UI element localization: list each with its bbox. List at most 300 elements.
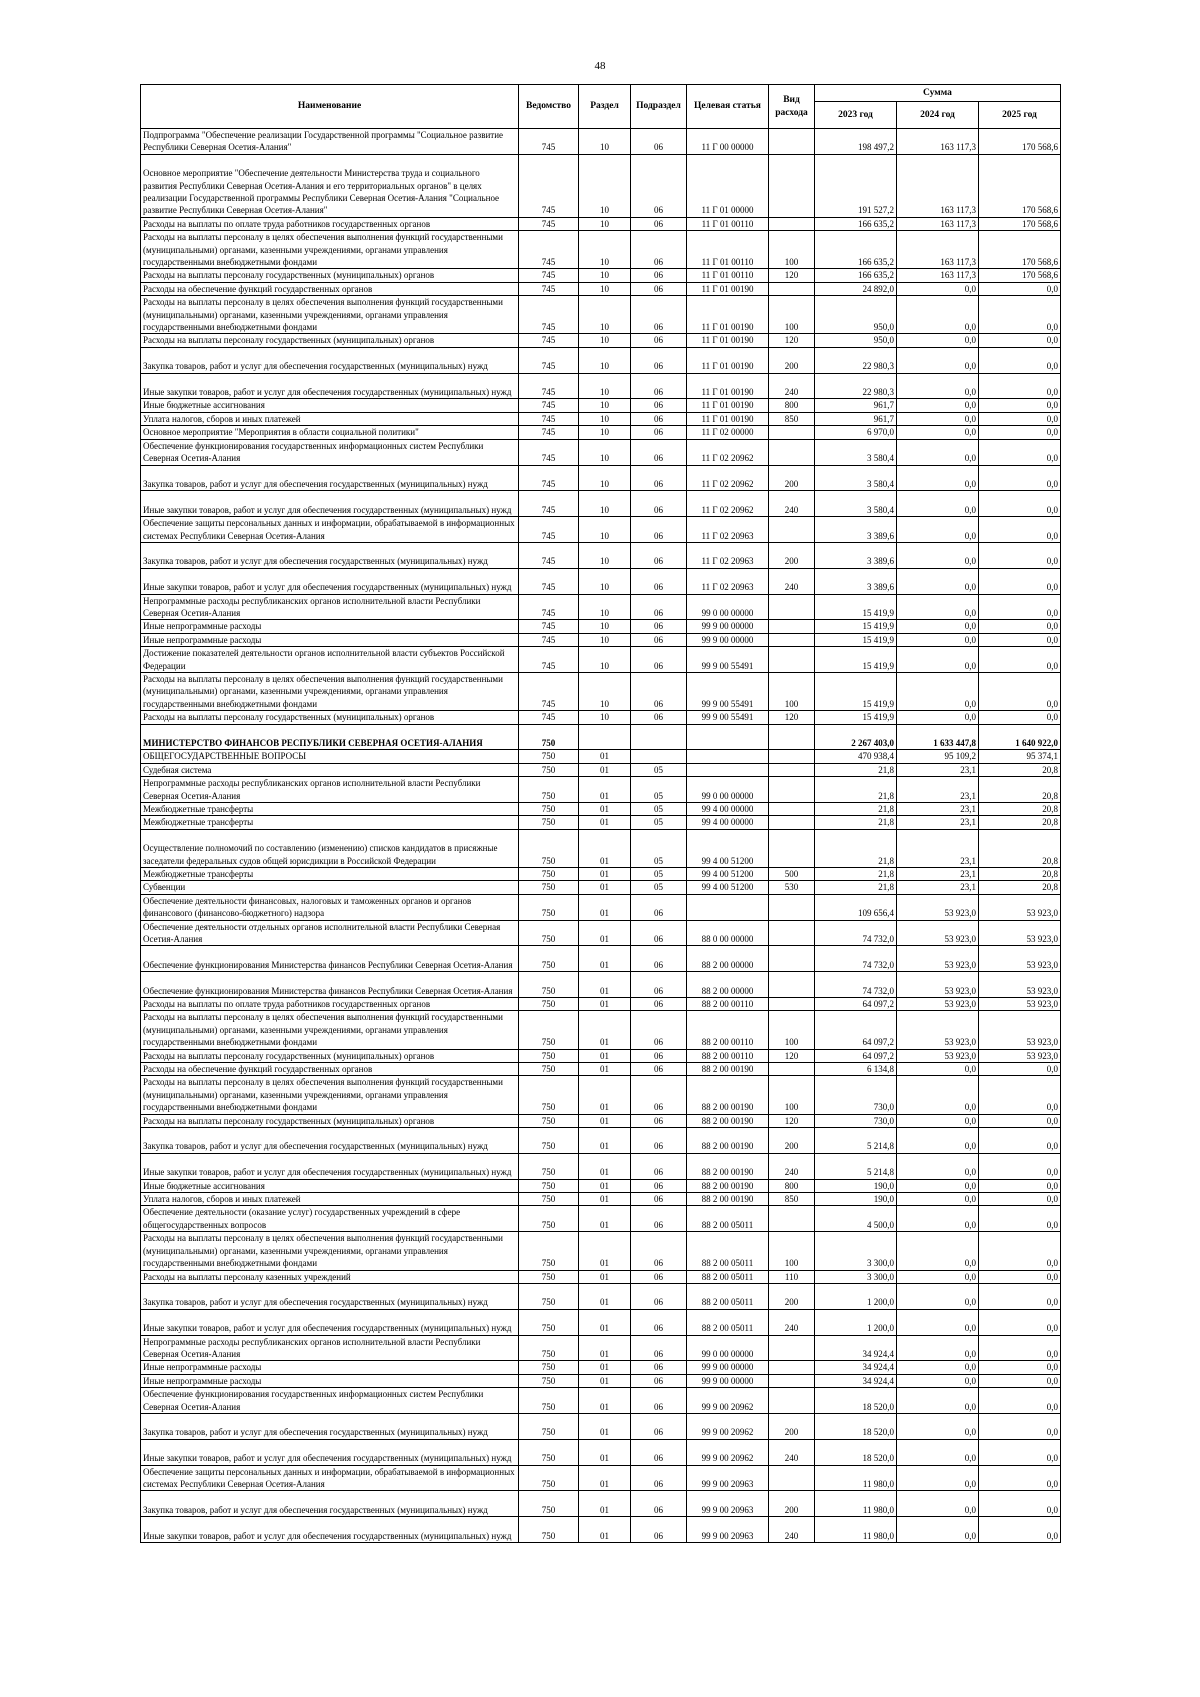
cell-target: 99 9 00 20962	[687, 1388, 769, 1414]
cell-subsection: 06	[631, 920, 687, 946]
cell-2023: 18 520,0	[815, 1413, 897, 1439]
table-row	[141, 1011, 1061, 1049]
cell-2023: 1 200,0	[815, 1283, 897, 1309]
cell-2025: 0,0	[979, 542, 1061, 568]
cell-2024: 53 923,0	[897, 1011, 979, 1049]
table-row	[141, 1128, 1061, 1154]
cell-section: 10	[579, 620, 631, 633]
cell-section: 10	[579, 568, 631, 594]
table-row	[141, 867, 1061, 880]
table-row	[141, 711, 1061, 724]
cell-name: Межбюджетные трансферты	[141, 802, 519, 815]
cell-subsection: 06	[631, 946, 687, 972]
cell-exp-type: 800	[769, 399, 815, 412]
cell-2023: 4 500,0	[815, 1206, 897, 1232]
cell-dept: 750	[519, 816, 579, 829]
cell-name: Расходы на выплаты персоналу в целях обеспечения выполнения функций государственными (муниципальными) органами, казенными учреждениями, органами управления государственными внебюджетными фондами	[141, 1076, 519, 1114]
cell-subsection: 06	[631, 1206, 687, 1232]
table-header	[141, 85, 1061, 129]
cell-target: 88 2 00 05011	[687, 1309, 769, 1335]
cell-name: Расходы на выплаты по оплате труда работников государственных органов	[141, 998, 519, 1011]
cell-exp-type	[769, 426, 815, 439]
cell-2025: 0,0	[979, 1491, 1061, 1517]
cell-subsection: 06	[631, 1128, 687, 1154]
cell-2025: 0,0	[979, 1076, 1061, 1114]
cell-name: Расходы на выплаты персоналу государственных (муниципальных) органов	[141, 711, 519, 724]
cell-name: Обеспечение защиты персональных данных и информации, обрабатываемой в информационных системах Республики Северная Осетия-Алания	[141, 1465, 519, 1491]
cell-2024: 0,0	[897, 1439, 979, 1465]
cell-2024: 0,0	[897, 517, 979, 543]
cell-section: 10	[579, 269, 631, 282]
table-row	[141, 1439, 1061, 1465]
cell-2025: 53 923,0	[979, 998, 1061, 1011]
cell-2023: 3 389,6	[815, 568, 897, 594]
cell-2024: 53 923,0	[897, 894, 979, 920]
cell-2024: 0,0	[897, 1388, 979, 1414]
cell-target: 88 2 00 00190	[687, 1179, 769, 1192]
cell-2025: 0,0	[979, 491, 1061, 517]
cell-subsection: 06	[631, 517, 687, 543]
table-row	[141, 672, 1061, 710]
cell-2024: 0,0	[897, 1063, 979, 1076]
cell-section: 10	[579, 129, 631, 155]
header-exp-type: Вид расхода	[769, 85, 815, 129]
cell-exp-type: 100	[769, 1011, 815, 1049]
cell-subsection: 06	[631, 972, 687, 998]
cell-exp-type	[769, 282, 815, 295]
cell-subsection: 06	[631, 465, 687, 491]
table-body	[141, 129, 1061, 1543]
cell-exp-type: 100	[769, 1232, 815, 1270]
cell-exp-type: 530	[769, 881, 815, 894]
cell-2023: 3 389,6	[815, 517, 897, 543]
cell-dept: 750	[519, 1114, 579, 1127]
cell-2023: 21,8	[815, 867, 897, 880]
cell-target: 99 0 00 00000	[687, 777, 769, 803]
cell-name: Субвенции	[141, 881, 519, 894]
table-row	[141, 1206, 1061, 1232]
table-row	[141, 217, 1061, 230]
cell-2025: 0,0	[979, 1309, 1061, 1335]
cell-target: 99 4 00 00000	[687, 816, 769, 829]
cell-2025: 0,0	[979, 711, 1061, 724]
cell-target: 99 9 00 55491	[687, 672, 769, 710]
cell-exp-type	[769, 802, 815, 815]
cell-subsection: 06	[631, 998, 687, 1011]
cell-2024: 0,0	[897, 1413, 979, 1439]
cell-subsection: 06	[631, 1076, 687, 1114]
cell-dept: 750	[519, 894, 579, 920]
table-row	[141, 373, 1061, 399]
cell-2023: 21,8	[815, 881, 897, 894]
cell-2024: 23,1	[897, 816, 979, 829]
cell-dept: 745	[519, 594, 579, 620]
cell-2025: 0,0	[979, 465, 1061, 491]
cell-name: ОБЩЕГОСУДАРСТВЕННЫЕ ВОПРОСЫ	[141, 750, 519, 763]
cell-name: Уплата налогов, сборов и иных платежей	[141, 1193, 519, 1206]
cell-2025: 0,0	[979, 647, 1061, 673]
table-row	[141, 1309, 1061, 1335]
cell-2023: 21,8	[815, 777, 897, 803]
cell-target	[687, 750, 769, 763]
cell-2023: 74 732,0	[815, 920, 897, 946]
cell-2024: 0,0	[897, 426, 979, 439]
cell-section: 10	[579, 412, 631, 425]
cell-section: 01	[579, 920, 631, 946]
cell-target: 11 Г 02 20962	[687, 491, 769, 517]
cell-target: 99 9 00 20963	[687, 1517, 769, 1543]
cell-dept: 745	[519, 620, 579, 633]
cell-section: 01	[579, 816, 631, 829]
cell-subsection: 05	[631, 802, 687, 815]
cell-exp-type: 200	[769, 1413, 815, 1439]
cell-name: Подпрограмма "Обеспечение реализации Государственной программы "Социальное развитие Республики Северная Осетия-Алания"	[141, 129, 519, 155]
page-number: 48	[594, 60, 606, 72]
cell-name: Иные закупки товаров, работ и услуг для обеспечения государственных (муниципальных) нужд	[141, 1309, 519, 1335]
cell-2024: 163 117,3	[897, 231, 979, 269]
table-row	[141, 1361, 1061, 1374]
cell-section: 01	[579, 763, 631, 776]
cell-subsection: 06	[631, 1491, 687, 1517]
cell-2025: 20,8	[979, 816, 1061, 829]
cell-exp-type	[769, 1335, 815, 1361]
cell-2024: 163 117,3	[897, 129, 979, 155]
table-row	[141, 594, 1061, 620]
table-row	[141, 231, 1061, 269]
cell-name: Иные бюджетные ассигнования	[141, 1179, 519, 1192]
cell-name: Обеспечение функционирования государственных информационных систем Республики Северная Осетия-Алания	[141, 1388, 519, 1414]
cell-section: 01	[579, 1232, 631, 1270]
cell-2025: 53 923,0	[979, 1011, 1061, 1049]
cell-name: Обеспечение деятельности (оказание услуг) государственных учреждений в сфере общегосударственных вопросов	[141, 1206, 519, 1232]
cell-2025: 170 568,6	[979, 217, 1061, 230]
cell-exp-type: 240	[769, 1153, 815, 1179]
cell-section: 10	[579, 594, 631, 620]
budget-table	[140, 84, 1061, 1543]
cell-section: 01	[579, 1413, 631, 1439]
cell-2024: 23,1	[897, 881, 979, 894]
cell-2023: 730,0	[815, 1076, 897, 1114]
cell-target: 88 2 00 00190	[687, 1128, 769, 1154]
cell-dept: 750	[519, 724, 579, 750]
cell-2024: 0,0	[897, 1193, 979, 1206]
cell-section: 10	[579, 231, 631, 269]
cell-2024: 0,0	[897, 594, 979, 620]
cell-2023: 166 635,2	[815, 231, 897, 269]
cell-dept: 750	[519, 1232, 579, 1270]
cell-name: Иные закупки товаров, работ и услуг для обеспечения государственных (муниципальных) нужд	[141, 491, 519, 517]
cell-target: 99 4 00 51200	[687, 867, 769, 880]
cell-target: 11 Г 02 20963	[687, 542, 769, 568]
cell-exp-type: 500	[769, 867, 815, 880]
cell-name: Закупка товаров, работ и услуг для обеспечения государственных (муниципальных) нужд	[141, 1413, 519, 1439]
cell-subsection: 05	[631, 763, 687, 776]
cell-exp-type: 240	[769, 1517, 815, 1543]
cell-2023: 21,8	[815, 763, 897, 776]
cell-section: 01	[579, 1011, 631, 1049]
cell-2025: 0,0	[979, 1179, 1061, 1192]
cell-exp-type: 120	[769, 711, 815, 724]
cell-exp-type: 240	[769, 568, 815, 594]
cell-subsection: 06	[631, 296, 687, 334]
table-row	[141, 1063, 1061, 1076]
cell-exp-type: 200	[769, 1491, 815, 1517]
cell-exp-type: 120	[769, 1114, 815, 1127]
cell-2023: 11 980,0	[815, 1491, 897, 1517]
cell-2023: 1 200,0	[815, 1309, 897, 1335]
table-row	[141, 816, 1061, 829]
cell-subsection: 06	[631, 894, 687, 920]
cell-dept: 745	[519, 517, 579, 543]
cell-section: 10	[579, 334, 631, 347]
cell-exp-type	[769, 1063, 815, 1076]
cell-section: 01	[579, 1128, 631, 1154]
cell-dept: 745	[519, 296, 579, 334]
cell-2024: 0,0	[897, 491, 979, 517]
table-row	[141, 269, 1061, 282]
cell-name: Основное мероприятие "Мероприятия в области социальной политики"	[141, 426, 519, 439]
cell-subsection: 06	[631, 1153, 687, 1179]
cell-2025: 0,0	[979, 439, 1061, 465]
table-row	[141, 633, 1061, 646]
cell-dept: 750	[519, 1439, 579, 1465]
table-row	[141, 1413, 1061, 1439]
cell-2024: 0,0	[897, 347, 979, 373]
cell-dept: 750	[519, 1076, 579, 1114]
cell-exp-type	[769, 517, 815, 543]
cell-section: 10	[579, 672, 631, 710]
cell-target: 11 Г 02 20962	[687, 439, 769, 465]
cell-target: 99 0 00 00000	[687, 594, 769, 620]
cell-2024: 0,0	[897, 1374, 979, 1387]
cell-dept: 750	[519, 1179, 579, 1192]
cell-exp-type	[769, 1388, 815, 1414]
cell-dept: 745	[519, 633, 579, 646]
cell-subsection: 06	[631, 1439, 687, 1465]
cell-2023: 961,7	[815, 399, 897, 412]
cell-2025: 170 568,6	[979, 129, 1061, 155]
cell-exp-type: 240	[769, 1439, 815, 1465]
cell-subsection: 06	[631, 542, 687, 568]
cell-2023: 15 419,9	[815, 672, 897, 710]
cell-2025: 0,0	[979, 1361, 1061, 1374]
cell-section: 01	[579, 1388, 631, 1414]
cell-2023: 15 419,9	[815, 620, 897, 633]
cell-dept: 750	[519, 1063, 579, 1076]
cell-section: 01	[579, 946, 631, 972]
cell-exp-type	[769, 1465, 815, 1491]
cell-section: 10	[579, 465, 631, 491]
cell-section: 01	[579, 1193, 631, 1206]
table-row	[141, 1193, 1061, 1206]
cell-exp-type	[769, 439, 815, 465]
cell-2023: 18 520,0	[815, 1388, 897, 1414]
cell-section: 01	[579, 1283, 631, 1309]
cell-name: Иные закупки товаров, работ и услуг для обеспечения государственных (муниципальных) нужд	[141, 373, 519, 399]
cell-exp-type	[769, 217, 815, 230]
table-row	[141, 829, 1061, 867]
cell-exp-type	[769, 946, 815, 972]
cell-2024: 0,0	[897, 1309, 979, 1335]
cell-target: 11 Г 01 00190	[687, 296, 769, 334]
cell-exp-type: 200	[769, 1128, 815, 1154]
cell-exp-type	[769, 620, 815, 633]
cell-2025: 0,0	[979, 373, 1061, 399]
cell-2025: 0,0	[979, 412, 1061, 425]
cell-name: Иные непрограммные расходы	[141, 633, 519, 646]
cell-exp-type	[769, 1374, 815, 1387]
cell-exp-type: 200	[769, 465, 815, 491]
cell-dept: 745	[519, 412, 579, 425]
cell-dept: 745	[519, 269, 579, 282]
cell-dept: 750	[519, 777, 579, 803]
table-row	[141, 1270, 1061, 1283]
cell-2024: 0,0	[897, 1335, 979, 1361]
cell-2025: 0,0	[979, 1114, 1061, 1127]
cell-target: 99 9 00 00000	[687, 1361, 769, 1374]
header-2025: 2025 год	[979, 102, 1061, 129]
cell-exp-type	[769, 920, 815, 946]
cell-section: 01	[579, 1335, 631, 1361]
cell-dept: 745	[519, 647, 579, 673]
cell-2025: 0,0	[979, 1206, 1061, 1232]
cell-2024: 163 117,3	[897, 154, 979, 217]
cell-2024: 95 109,2	[897, 750, 979, 763]
cell-name: Расходы на выплаты персоналу в целях обеспечения выполнения функций государственными (муниципальными) органами, казенными учреждениями, органами управления государственными внебюджетными фондами	[141, 296, 519, 334]
cell-dept: 745	[519, 231, 579, 269]
cell-2024: 0,0	[897, 1270, 979, 1283]
cell-exp-type	[769, 1206, 815, 1232]
cell-2023: 730,0	[815, 1114, 897, 1127]
cell-exp-type: 100	[769, 672, 815, 710]
table-row	[141, 491, 1061, 517]
table-row	[141, 1517, 1061, 1543]
table-row	[141, 881, 1061, 894]
cell-name: Расходы на обеспечение функций государственных органов	[141, 282, 519, 295]
cell-exp-type: 240	[769, 373, 815, 399]
cell-2024: 0,0	[897, 1465, 979, 1491]
cell-target: 11 Г 01 00190	[687, 282, 769, 295]
cell-2025: 0,0	[979, 1270, 1061, 1283]
cell-2025: 0,0	[979, 1128, 1061, 1154]
cell-exp-type: 240	[769, 491, 815, 517]
table-row	[141, 426, 1061, 439]
cell-target: 99 9 00 00000	[687, 620, 769, 633]
cell-section: 10	[579, 217, 631, 230]
cell-name: Непрограммные расходы республиканских органов исполнительной власти Республики Северная Осетия-Алания	[141, 594, 519, 620]
cell-2023: 3 389,6	[815, 542, 897, 568]
cell-exp-type	[769, 816, 815, 829]
cell-dept: 750	[519, 946, 579, 972]
table-row	[141, 1076, 1061, 1114]
cell-2023: 21,8	[815, 816, 897, 829]
cell-subsection: 06	[631, 1517, 687, 1543]
cell-target: 99 9 00 55491	[687, 711, 769, 724]
cell-target: 11 Г 01 00000	[687, 154, 769, 217]
cell-dept: 750	[519, 1011, 579, 1049]
cell-subsection: 06	[631, 439, 687, 465]
cell-dept: 745	[519, 568, 579, 594]
cell-subsection: 05	[631, 881, 687, 894]
cell-2025: 20,8	[979, 777, 1061, 803]
cell-name: Уплата налогов, сборов и иных платежей	[141, 412, 519, 425]
cell-subsection: 06	[631, 594, 687, 620]
cell-subsection: 06	[631, 1361, 687, 1374]
cell-target: 88 2 00 00110	[687, 1011, 769, 1049]
cell-name: Расходы на выплаты персоналу в целях обеспечения выполнения функций государственными (муниципальными) органами, казенными учреждениями, органами управления государственными внебюджетными фондами	[141, 672, 519, 710]
cell-exp-type: 120	[769, 1049, 815, 1062]
cell-name: Иные закупки товаров, работ и услуг для обеспечения государственных (муниципальных) нужд	[141, 1153, 519, 1179]
cell-2023: 470 938,4	[815, 750, 897, 763]
cell-name: Закупка товаров, работ и услуг для обеспечения государственных (муниципальных) нужд	[141, 1491, 519, 1517]
cell-2024: 0,0	[897, 1076, 979, 1114]
cell-target: 99 0 00 00000	[687, 1335, 769, 1361]
cell-2025: 0,0	[979, 1388, 1061, 1414]
cell-2025: 53 923,0	[979, 1049, 1061, 1062]
cell-subsection: 06	[631, 1114, 687, 1127]
cell-2023: 191 527,2	[815, 154, 897, 217]
cell-2023: 11 980,0	[815, 1517, 897, 1543]
cell-2023: 950,0	[815, 296, 897, 334]
cell-2024: 0,0	[897, 620, 979, 633]
cell-2024: 0,0	[897, 399, 979, 412]
cell-2024: 0,0	[897, 296, 979, 334]
cell-dept: 745	[519, 282, 579, 295]
cell-target: 99 9 00 00000	[687, 1374, 769, 1387]
cell-name: Непрограммные расходы республиканских органов исполнительной власти Республики Северная Осетия-Алания	[141, 777, 519, 803]
cell-dept: 745	[519, 711, 579, 724]
table-row	[141, 282, 1061, 295]
cell-section: 10	[579, 647, 631, 673]
cell-subsection: 06	[631, 1270, 687, 1283]
cell-2025: 20,8	[979, 881, 1061, 894]
cell-target	[687, 763, 769, 776]
table-row	[141, 894, 1061, 920]
cell-section: 10	[579, 542, 631, 568]
cell-2024: 0,0	[897, 568, 979, 594]
cell-subsection: 06	[631, 334, 687, 347]
cell-name: Обеспечение функционирования государственных информационных систем Республики Северная Осетия-Алания	[141, 439, 519, 465]
cell-2025: 0,0	[979, 282, 1061, 295]
cell-2025: 0,0	[979, 1153, 1061, 1179]
cell-section: 01	[579, 1063, 631, 1076]
cell-exp-type	[769, 777, 815, 803]
cell-name: Обеспечение функционирования Министерства финансов Республики Северная Осетия-Алания	[141, 946, 519, 972]
table-row	[141, 1335, 1061, 1361]
header-name: Наименование	[141, 85, 519, 129]
cell-section: 01	[579, 1153, 631, 1179]
cell-2025: 0,0	[979, 568, 1061, 594]
cell-target: 99 9 00 20963	[687, 1465, 769, 1491]
cell-subsection: 06	[631, 412, 687, 425]
cell-dept: 750	[519, 972, 579, 998]
cell-2023: 22 980,3	[815, 347, 897, 373]
cell-2024: 0,0	[897, 1179, 979, 1192]
cell-2024: 0,0	[897, 373, 979, 399]
cell-exp-type	[769, 750, 815, 763]
cell-name: Межбюджетные трансферты	[141, 816, 519, 829]
table-row	[141, 1114, 1061, 1127]
cell-2023: 11 980,0	[815, 1465, 897, 1491]
table-row	[141, 334, 1061, 347]
cell-name: МИНИСТЕРСТВО ФИНАНСОВ РЕСПУБЛИКИ СЕВЕРНАЯ ОСЕТИЯ-АЛАНИЯ	[141, 724, 519, 750]
cell-name: Расходы на выплаты персоналу казенных учреждений	[141, 1270, 519, 1283]
cell-name: Непрограммные расходы республиканских органов исполнительной власти Республики Северная Осетия-Алания	[141, 1335, 519, 1361]
cell-exp-type: 200	[769, 1283, 815, 1309]
cell-target: 88 2 00 05011	[687, 1283, 769, 1309]
cell-section: 10	[579, 633, 631, 646]
cell-subsection: 06	[631, 491, 687, 517]
